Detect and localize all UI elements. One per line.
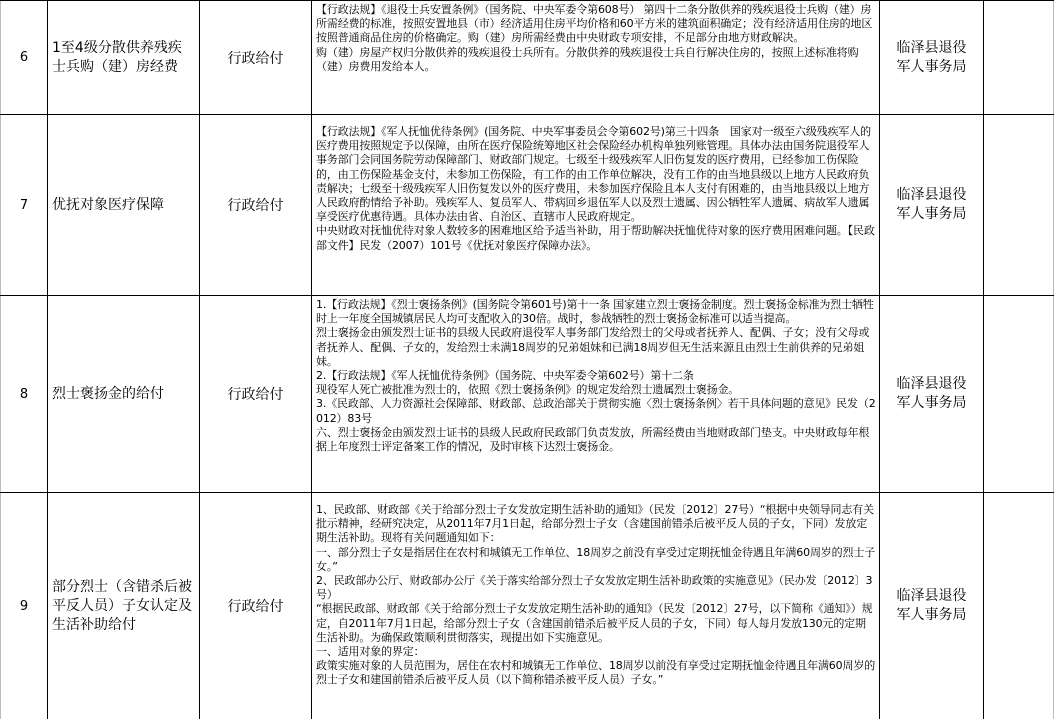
empty-cell [984, 115, 1054, 295]
responsible-department: 临泽县退役军人事务局 [880, 493, 984, 719]
item-category: 行政给付 [200, 296, 312, 492]
legal-basis [312, 115, 880, 295]
table-row [0, 1, 1054, 114]
empty-cell [984, 493, 1054, 719]
row-number: 6 [0, 1, 48, 114]
responsible-department: 临泽县退役军人事务局 [880, 296, 984, 492]
row-number: 8 [0, 296, 48, 492]
item-category: 行政给付 [200, 493, 312, 719]
legal-basis [312, 1, 880, 114]
item-name: 1至4级分散供养残疾士兵购（建）房经费 [48, 1, 200, 114]
basis-paragraph: 一、适用对象的界定： [316, 645, 425, 659]
basis-paragraph: 购（建）房屋产权归分散供养的残疾退役士兵所有。分散供养的残疾退役士兵自行解决住房的，按照上述标准将购（建）房费用发给本人。 [316, 45, 859, 73]
item-name: 烈士褒扬金的给付 [48, 296, 200, 492]
row-number: 9 [0, 493, 48, 719]
table-row [0, 493, 1054, 719]
legal-basis [312, 493, 880, 719]
basis-paragraph: 政策实施对象的人员范围为，居住在农村和城镇无工作单位、18周岁以前没有享受过定期抚恤金待遇且年满60周岁的烈士子女和建国前错杀后被平反人员（以下简称错杀被平反人员）子女。” [316, 659, 876, 687]
basis-paragraph: “根据民政部、财政部《关于给部分烈士子女发放定期生活补助的通知》（民发〔2012〕27号，以下简称《通知》）规定，自2011年7月1日起，给部分烈士子女（含建国前错杀后被平反人员的子女，下同）每人每月发放130元的定期生活补助。为确保政策顺利贯彻落实，现提出如下实施意见。 [316, 602, 873, 644]
basis-paragraph: 1.【行政法规】《烈士褒扬条例》(国务院令第601号)第十一条 国家建立烈士褒扬金制度。烈士褒扬金标准为烈士牺牲时上一年度全国城镇居民人均可支配收入的30倍。战时，参战牺牲的烈士褒扬金标准可以适当提高。 [316, 298, 874, 326]
basis-paragraph: 一、部分烈士子女是指居住在农村和城镇无工作单位、18周岁之前没有享受过定期抚恤金待遇且年满60周岁的烈士子女。” [316, 545, 876, 573]
row-number: 7 [0, 115, 48, 295]
basis-paragraph: 烈士褒扬金由颁发烈士证书的县级人民政府退役军人事务部门发给烈士的父母或者抚养人、配偶、子女；没有父母或者抚养人、配偶、子女的，发给烈士未满18周岁的兄弟姐妹和已满18周岁但无生活来源且由烈士生前供养的兄弟姐妹。 [316, 326, 870, 368]
item-name: 部分烈士（含错杀后被平反人员）子女认定及生活补助给付 [48, 493, 200, 719]
item-category: 行政给付 [200, 1, 312, 114]
empty-cell [984, 296, 1054, 492]
empty-cell [984, 1, 1054, 114]
basis-paragraph: 【行政法规】《退役士兵安置条例》（国务院、中央军委令第608号） 第四十二条分散供养的残疾退役士兵购（建）房所需经费的标准，按照安置地县（市）经济适用住房平均价格和60平方米的建筑面积确定；没有经济适用住房的地区按照普通商品住房的价格确定。购（建）房所需经费由中央财政专项安排，不足部分由地方财政解决。 [316, 3, 873, 45]
basis-paragraph: 2.【行政法规】《军人抚恤优待条例》（国务院、中央军委令第602号）第十二条 [316, 369, 694, 383]
basis-paragraph: 【行政法规】《军人抚恤优待条例》(国务院、中央军事委员会令第602号)第三十四条 国家对一级至六级残疾军人的医疗费用按照规定予以保障，由所在医疗保险统筹地区社会保险经办机构单独列账管理。具体办法由国务院退役军人事务部门会同国务院劳动保障部门、财政部门规定。七级至十级残疾军人旧伤复发的医疗费用，已经参加工伤保险的，由工伤保险基金支付，未参加工伤保险，有工作的由工作单位解决，没有工作的由当地县级以上地方人民政府负责解决；七级至十级残疾军人旧伤复发以外的医疗费用，未参加医疗保险且本人支付有困难的，由当地县级以上地方人民政府酌情给予补助。残疾军人、复员军人、带病回乡退伍军人以及烈士遗属、因公牺牲军人遗属、病故军人遗属享受医疗优惠待遇。具体办法由省、自治区、直辖市人民政府规定。 [316, 125, 871, 224]
item-name: 优抚对象医疗保障 [48, 115, 200, 295]
basis-paragraph: 中央财政对抚恤优待对象人数较多的困难地区给予适当补助，用于帮助解决抚恤优待对象的医疗费用困难问题。【民政部文件】民发（2007）101号《优抚对象医疗保障办法》。 [316, 224, 875, 252]
basis-paragraph: 3.《民政部、人力资源社会保障部、财政部、总政治部关于贯彻实施〈烈士褒扬条例〉若干具体问题的意见》民发（2012）83号 [316, 397, 876, 425]
item-category: 行政给付 [200, 115, 312, 295]
basis-paragraph: 1、民政部、财政部《关于给部分烈士子女发放定期生活补助的通知》（民发〔2012〕27号）“根据中央领导同志有关批示精神，经研究决定，从2011年7月1日起，给部分烈士子女（含建国前错杀后被平反人员的子女，下同）发放定期生活补助。现将有关问题通知如下： [316, 503, 874, 545]
table-row [0, 115, 1054, 295]
responsible-department: 临泽县退役军人事务局 [880, 1, 984, 114]
table-row [0, 296, 1054, 492]
responsible-department: 临泽县退役军人事务局 [880, 115, 984, 295]
basis-paragraph: 现役军人死亡被批准为烈士的，依照《烈士褒扬条例》的规定发给烈士遗属烈士褒扬金。 [316, 383, 740, 397]
basis-paragraph: 六、烈士褒扬金由颁发烈士证书的县级人民政府民政部门负责发放，所需经费由当地财政部门垫支。中央财政每年根据上年度烈士评定备案工作的情况，及时审核下达烈士褒扬金。 [316, 425, 870, 454]
basis-paragraph: 2、民政部办公厅、财政部办公厅《关于落实给部分烈士子女发放定期生活补助政策的实施意见》（民办发〔2012〕3号） [316, 574, 873, 602]
legal-basis [312, 296, 880, 492]
